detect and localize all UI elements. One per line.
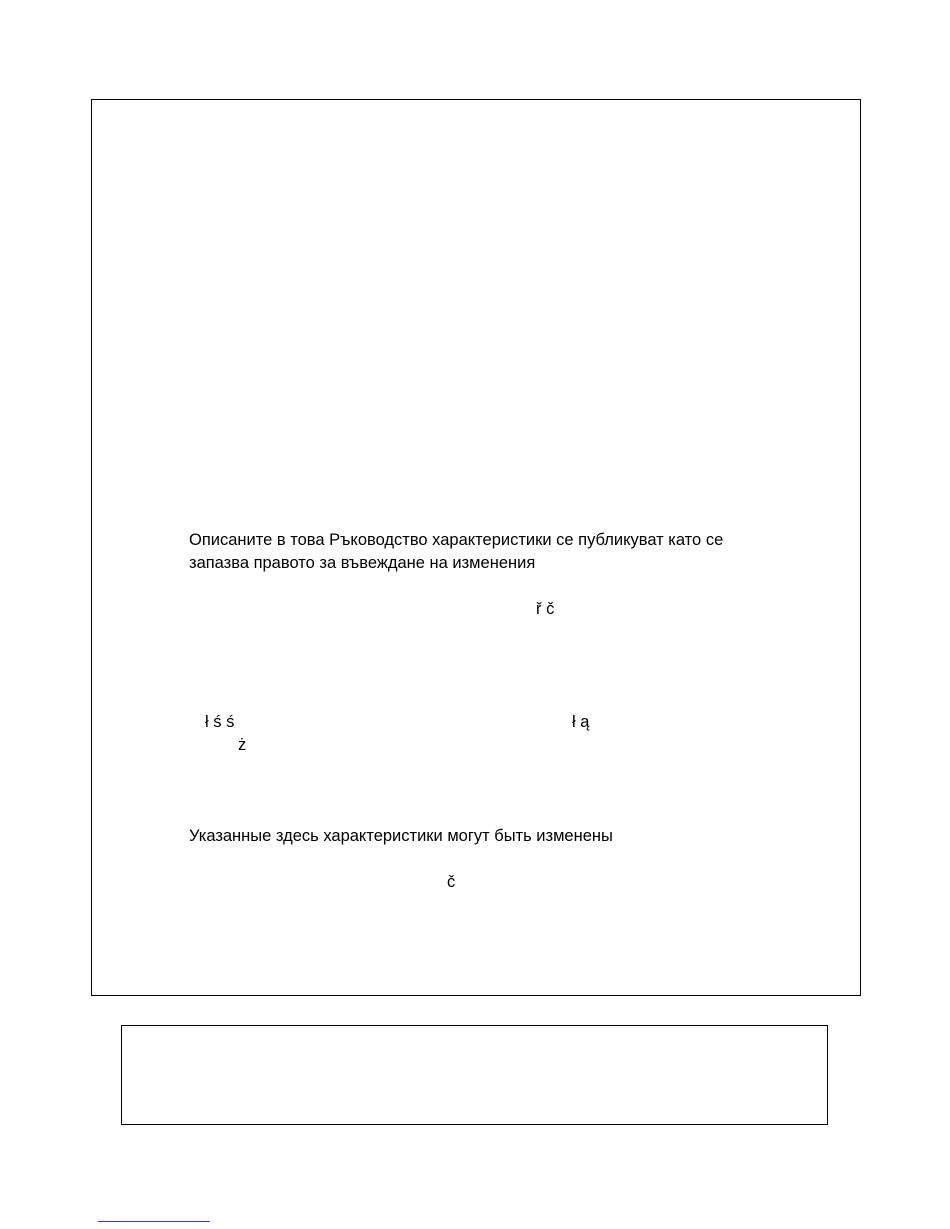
footer-link-underline (98, 1221, 210, 1222)
russian-notice-fragment: č (447, 873, 456, 891)
polish-notice-fragment-1: ł ś ś (205, 713, 235, 731)
czech-notice-fragment: ř č (536, 600, 555, 618)
polish-notice-fragment-3: ż (238, 736, 247, 754)
empty-note-box (121, 1025, 828, 1125)
bulgarian-notice-line-2: запазва правото за въвеждане на изменения (189, 554, 536, 572)
polish-notice-fragment-2: ł ą (572, 713, 590, 731)
russian-notice-line: Указанные здесь характеристики могут быть изменены (189, 827, 613, 845)
bulgarian-notice-line-1: Описаните в това Ръководство характеристики се публикуват като се (189, 531, 724, 549)
